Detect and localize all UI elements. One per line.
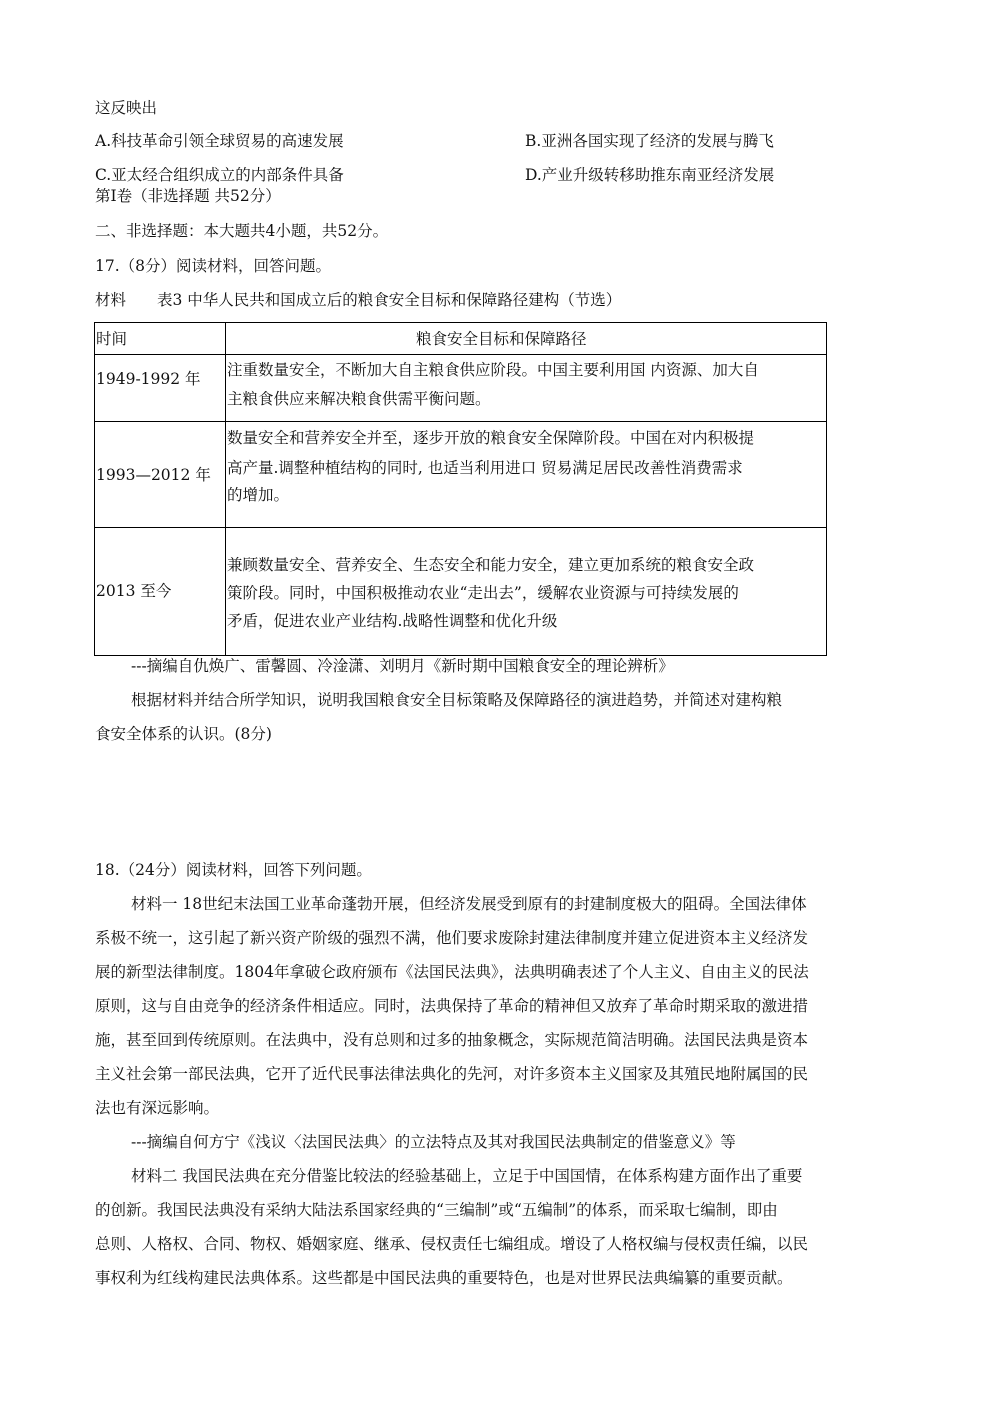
section-intro: 二、非选择题：本大题共4小题，共52分。 [95, 222, 389, 240]
q17-source: ---摘编自仇焕广、雷馨圆、冷淦潇、刘明月《新时期中国粮食安全的理论辨析》 [131, 657, 674, 675]
q17-header: 17.（8分）阅读材料，回答问题。 [95, 257, 332, 275]
q16-stem-tail: 这反映出 [95, 99, 158, 117]
q18-header: 18.（24分）阅读材料，回答下列问题。 [95, 861, 372, 879]
q18-material1-line: 材料一 18世纪末法国工业革命蓬勃开展，但经济发展受到原有的封建制度极大的阻碍。全国法律体 [131, 895, 807, 913]
table-row-text: 数量安全和营养安全并至，逐步开放的粮食安全保障阶段。中国在对内积极提 [227, 429, 755, 447]
q17-question-line: 根据材料并结合所学知识，说明我国粮食安全目标策略及保障路径的演进趋势，并简述对建构粮 [131, 691, 783, 709]
q18-material1-line: 主义社会第一部民法典，它开了近代民事法律法典化的先河，对许多资本主义国家及其殖民地附属国的民 [95, 1065, 809, 1083]
q18-material2-line: 总则、人格权、合同、物权、婚姻家庭、继承、侵权责任七编组成。增设了人格权编与侵权责任编，以民 [95, 1235, 809, 1253]
table-row-text: 兼顾数量安全、营养安全、生态安全和能力安全，建立更加系统的粮食安全政 [227, 556, 755, 574]
q18-material2-line: 事权利为红线构建民法典体系。这些都是中国民法典的重要特色，也是对世界民法典编纂的重要贡献。 [95, 1269, 793, 1287]
table-row-text: 注重数量安全，不断加大自主粮食供应阶段。中国主要利用国 内资源、加大自 [227, 361, 759, 379]
q18-material1-line: 展的新型法律制度。1804年拿破仑政府颁布《法国民法典》，法典明确表述了个人主义、自由主义的民法 [95, 963, 809, 981]
q18-material1-line: 施，甚至回到传统原则。在法典中，没有总则和过多的抽象概念，实际规范简洁明确。法国民法典是资本 [95, 1031, 809, 1049]
table-row-text: 矛盾，促进农业产业结构.战略性调整和优化升级 [227, 612, 558, 630]
q16-option-a: A.科技革命引领全球贸易的高速发展 [95, 132, 344, 150]
q18-material1-line: 原则，这与自由竞争的经济条件相适应。同时，法典保持了革命的精神但又放弃了革命时期采取的激进措 [95, 997, 809, 1015]
q16-option-b: B.亚洲各国实现了经济的发展与腾飞 [525, 132, 774, 150]
table-row-text: 主粮食供应来解决粮食供需平衡问题。 [227, 390, 491, 408]
table-header-goal: 粮食安全目标和保障路径 [416, 330, 587, 348]
table-row-text: 高产量.调整种植结构的同时, 也适当利用进口 贸易满足居民改善性消费需求 [227, 459, 743, 477]
table-column-divider [225, 323, 226, 655]
q18-material2-line: 的创新。我国民法典没有采纳大陆法系国家经典的“三编制”或“五编制”的体系，而采取七编制，即由 [95, 1201, 778, 1219]
q17-question-line: 食安全体系的认识。(8分) [95, 725, 272, 743]
section-title: 第Ⅰ卷（非选择题 共52分） [95, 187, 281, 205]
q18-material1-line: 系极不统一，这引起了新兴资产阶级的强烈不满，他们要求废除封建法律制度并建立促进资本主义经济发 [95, 929, 809, 947]
q18-source1: ---摘编自何方宁《浅议〈法国民法典〉的立法特点及其对我国民法典制定的借鉴意义》等 [131, 1133, 736, 1151]
table-row-text: 策阶段。同时，中国积极推动农业“走出去”，缓解农业资源与可持续发展的 [227, 584, 739, 602]
table-row-period: 1949-1992 年 [96, 370, 201, 388]
table-row-period: 2013 至今 [96, 582, 172, 600]
table-row-period: 1993—2012 年 [96, 466, 211, 484]
q18-material1-line: 法也有深远影响。 [95, 1099, 220, 1117]
table-row-divider [95, 354, 826, 355]
q16-option-d: D.产业升级转移助推东南亚经济发展 [525, 166, 775, 184]
table-row-divider [95, 527, 826, 528]
table-row-text: 的增加。 [227, 486, 290, 504]
q17-material-caption: 材料 表3 中华人民共和国成立后的粮食安全目标和保障路径建构（节选） [95, 291, 622, 309]
grain-security-table [94, 322, 827, 656]
q18-material2-line: 材料二 我国民法典在充分借鉴比较法的经验基础上，立足于中国国情，在体系构建方面作出了重要 [131, 1167, 803, 1185]
table-header-time: 时间 [96, 330, 128, 348]
q16-option-c: C.亚太经合组织成立的内部条件具备 [95, 166, 344, 184]
table-row-divider [95, 421, 826, 422]
